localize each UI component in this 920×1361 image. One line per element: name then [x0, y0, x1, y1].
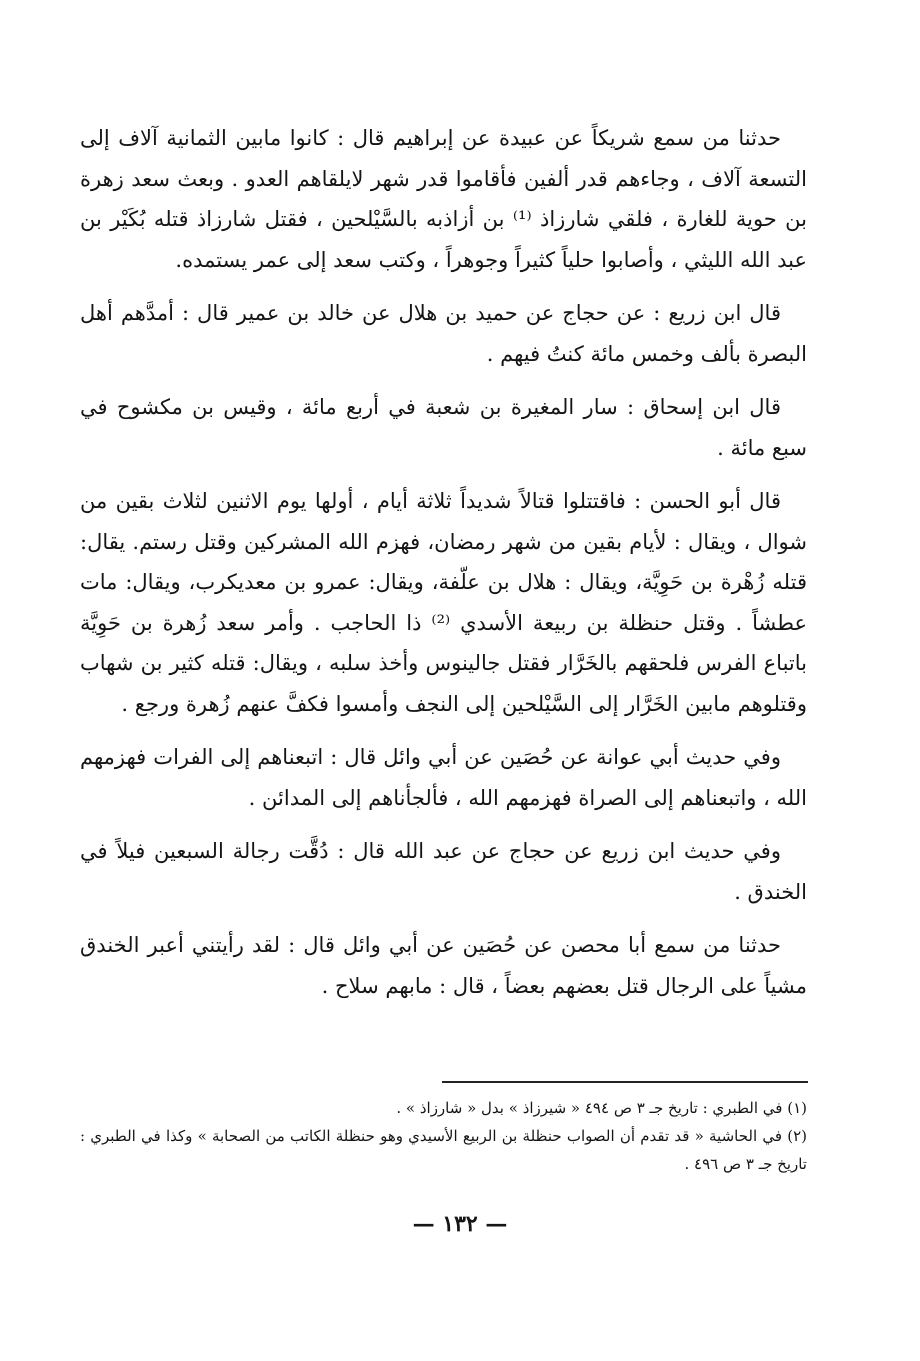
page-number: — ١٣٢ — — [412, 1211, 508, 1237]
footnote: (١) في الطبري : تاريخ جـ ٣ ص ٤٩٤ « شيرزاذ » بدل « شارزاذ » . — [396, 1099, 807, 1117]
paragraph: قال ابن زريع : عن حجاج عن حميد بن هلال عن خالد بن عمير قال : أمدَّهم أهل البصرة بألف وخمس مائة كنتُ فيهم . — [80, 301, 807, 366]
paragraph: قال أبو الحسن : فاقتتلوا قتالاً شديداً ثلاثة أيام ، أولها يوم الاثنين لثلاث بقين من شوال ، ويقال : لأيام بقين من شهر رمضان، فهزم الله المشركين وقتل رستم. يقال: قتله زُهْرة بن حَوِيَّة، ويقال : هلال بن علّفة، ويقال: عمرو بن معديكرب، ويقال: مات عطشاً . وقتل حنظلة بن ربيعة الأسدي ⁽²⁾ ذا الحاجب . وأمر سعد زُهرة بن حَوِيَّة باتباع الفرس فلحقهم بالخَرَّار فقتل جالينوس وأخذ سلبه ، ويقال: قتله كثير بن شهاب وقتلوهم مابين الخَرَّار إلى السَّيْلحين إلى النجف وأمسوا فكفَّ عنهم زُهرة ورجع . — [80, 489, 807, 716]
paragraph: وفي حديث أبي عوانة عن حُصَين عن أبي وائل قال : اتبعناهم إلى الفرات فهزمهم الله ، واتبعناهم إلى الصراة فهزمهم الله ، فألجأناهم إلى المدائن . — [80, 745, 807, 810]
paragraph: قال ابن إسحاق : سار المغيرة بن شعبة في أربع مائة ، وقيس بن مكشوح في سبع مائة . — [80, 395, 807, 460]
paragraph: حدثنا من سمع أبا محصن عن حُصَين عن أبي وائل قال : لقد رأيتني أعبر الخندق مشياً على الرجال قتل بعضهم بعضاً ، قال : مابهم سلاح . — [80, 933, 807, 998]
paragraph: حدثنا من سمع شريكاً عن عبيدة عن إبراهيم قال : كانوا مابين الثمانية آلاف إلى التسعة آلاف ، وجاءهم قدر ألفين فأقاموا قدر شهر لايلقاهم العدو . وبعث سعد زهرة بن حوية للغارة ، فلقي شارزاذ ⁽¹⁾ بن أزاذبه بالسَّيْلحين ، فقتل شارزاذ قتله بُكَيْر بن عبد الله الليثي ، وأصابوا حلياً كثيراً وجوهراً ، وكتب سعد إلى عمر يستمده. — [80, 126, 807, 272]
footnote-divider — [442, 1081, 808, 1083]
main-text — [80, 118, 807, 1019]
paragraph: وفي حديث ابن زريع عن حجاج عن عبد الله قال : دُقَّت رجالة السبعين فيلاً في الخندق . — [80, 839, 807, 904]
footnotes — [80, 1094, 807, 1178]
footnote: (٢) في الحاشية « قد تقدم أن الصواب حنظلة بن الربيع الأسيدي وهو حنظلة الكاتب من الصحابة » وكذا في الطبري : تاريخ جـ ٣ ص ٤٩٦ . — [80, 1127, 807, 1173]
